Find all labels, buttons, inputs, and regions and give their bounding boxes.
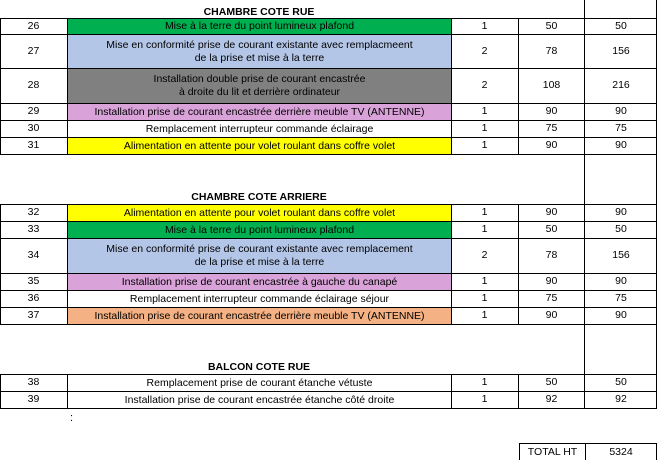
item-number: 32 — [27, 206, 40, 218]
description-line: Installation prise de courant encastrée derrière meuble TV (ANTENNE) — [94, 105, 425, 118]
description-line: Mise en conformité prise de courant existante avec remplacmeent — [106, 38, 413, 51]
item-unit-price: 75 — [545, 292, 558, 304]
item-quantity: 1 — [481, 122, 488, 134]
item-number: 38 — [27, 376, 40, 388]
description-line: Mise à la terre du point lumineux plafond — [164, 20, 355, 32]
item-unit-price: 90 — [545, 275, 558, 287]
item-quantity: 1 — [481, 223, 488, 235]
stray-mark: : — [70, 412, 74, 424]
item-quantity: 1 — [481, 105, 488, 117]
item-description — [68, 138, 451, 154]
description-line: Remplacement interrupteur commande éclairage séjour — [129, 292, 390, 305]
item-number: 26 — [27, 19, 40, 32]
item-unit-price: 90 — [545, 105, 558, 117]
description-line: Alimentation en attente pour volet roulant dans coffre volet — [123, 206, 396, 219]
item-total: 50 — [615, 19, 627, 32]
description-line: Mise en conformité prise de courant existante avec remplacement — [106, 243, 413, 255]
item-total: 90 — [615, 309, 627, 321]
description-line: de la prise et mise à la terre — [194, 51, 325, 64]
item-number: 36 — [27, 292, 40, 304]
row-border — [0, 154, 657, 155]
item-number: 33 — [27, 223, 40, 235]
item-description — [68, 274, 451, 290]
item-unit-price: 90 — [545, 309, 558, 321]
item-number: 35 — [27, 275, 40, 287]
section-title: CHAMBRE COTE ARRIERE — [191, 191, 327, 203]
item-description — [68, 69, 451, 103]
total-value: 5324 — [609, 446, 633, 458]
item-quantity: 2 — [481, 44, 488, 57]
item-number: 30 — [27, 122, 40, 134]
item-description — [68, 35, 451, 68]
item-description — [68, 291, 451, 307]
item-description — [68, 104, 451, 120]
description-line: de la prise et mise à la terre — [194, 256, 325, 268]
description-line: Installation prise de courant encastrée derrière meuble TV (ANTENNE) — [94, 309, 425, 322]
description-line: Remplacement interrupteur commande éclairage — [145, 122, 374, 135]
description-line: Alimentation en attente pour volet roulant dans coffre volet — [123, 139, 396, 152]
description-line: Installation double prise de courant encastrée — [153, 73, 366, 85]
item-total: 75 — [615, 292, 627, 304]
item-quantity: 1 — [481, 376, 488, 388]
item-number: 39 — [27, 393, 40, 405]
item-total: 156 — [612, 249, 630, 261]
item-description — [68, 121, 451, 137]
item-quantity: 1 — [481, 275, 488, 287]
description-line: Installation prise de courant encastrée à gauche du canapé — [121, 275, 398, 288]
item-unit-price: 78 — [545, 249, 558, 261]
item-number: 27 — [27, 44, 40, 57]
item-unit-price: 50 — [545, 223, 558, 235]
item-quantity: 1 — [481, 292, 488, 304]
item-quantity: 1 — [481, 206, 488, 218]
item-number: 28 — [27, 79, 40, 91]
item-quantity: 1 — [481, 309, 488, 321]
item-quantity: 1 — [481, 393, 488, 405]
item-unit-price: 90 — [545, 139, 558, 151]
row-border — [0, 408, 657, 409]
description-line: à droite du lit et derrière ordinateur — [178, 86, 341, 98]
item-quantity: 1 — [481, 19, 488, 32]
item-number: 37 — [27, 309, 40, 321]
item-description — [68, 222, 451, 238]
description-line: Remplacement prise de courant étanche vétuste — [146, 376, 373, 389]
item-total: 75 — [615, 122, 627, 134]
item-unit-price: 50 — [545, 376, 558, 388]
item-unit-price: 75 — [545, 122, 558, 134]
item-total: 90 — [615, 206, 627, 218]
item-total: 216 — [612, 79, 630, 91]
item-total: 92 — [615, 393, 627, 405]
item-unit-price: 92 — [545, 393, 558, 405]
description-line: Mise à la terre du point lumineux plafond — [164, 223, 355, 236]
item-quantity: 1 — [481, 139, 488, 151]
item-number: 34 — [27, 249, 40, 261]
item-total: 90 — [615, 139, 627, 151]
total-box — [519, 443, 657, 460]
item-total: 50 — [615, 376, 627, 388]
item-description — [68, 19, 451, 34]
item-quantity: 2 — [481, 79, 488, 91]
item-description — [68, 392, 451, 408]
item-number: 29 — [27, 105, 40, 117]
section-title: BALCON COTE RUE — [207, 361, 311, 373]
item-number: 31 — [27, 139, 40, 151]
item-total: 156 — [612, 44, 630, 57]
description-line: Installation prise de courant encastrée étanche côté droite — [124, 393, 395, 406]
item-total: 90 — [615, 105, 627, 117]
row-border — [0, 324, 657, 325]
item-total: 50 — [615, 223, 627, 235]
section-title: CHAMBRE COTE RUE — [203, 6, 315, 18]
item-description — [68, 239, 451, 273]
item-unit-price: 50 — [545, 19, 558, 32]
item-description — [68, 375, 451, 391]
item-unit-price: 90 — [545, 206, 558, 218]
item-unit-price: 108 — [542, 79, 561, 91]
total-label: TOTAL HT — [520, 444, 586, 460]
item-quantity: 2 — [481, 249, 488, 261]
item-description — [68, 308, 451, 324]
item-total: 90 — [615, 275, 627, 287]
item-description — [68, 205, 451, 221]
item-unit-price: 78 — [545, 44, 558, 57]
